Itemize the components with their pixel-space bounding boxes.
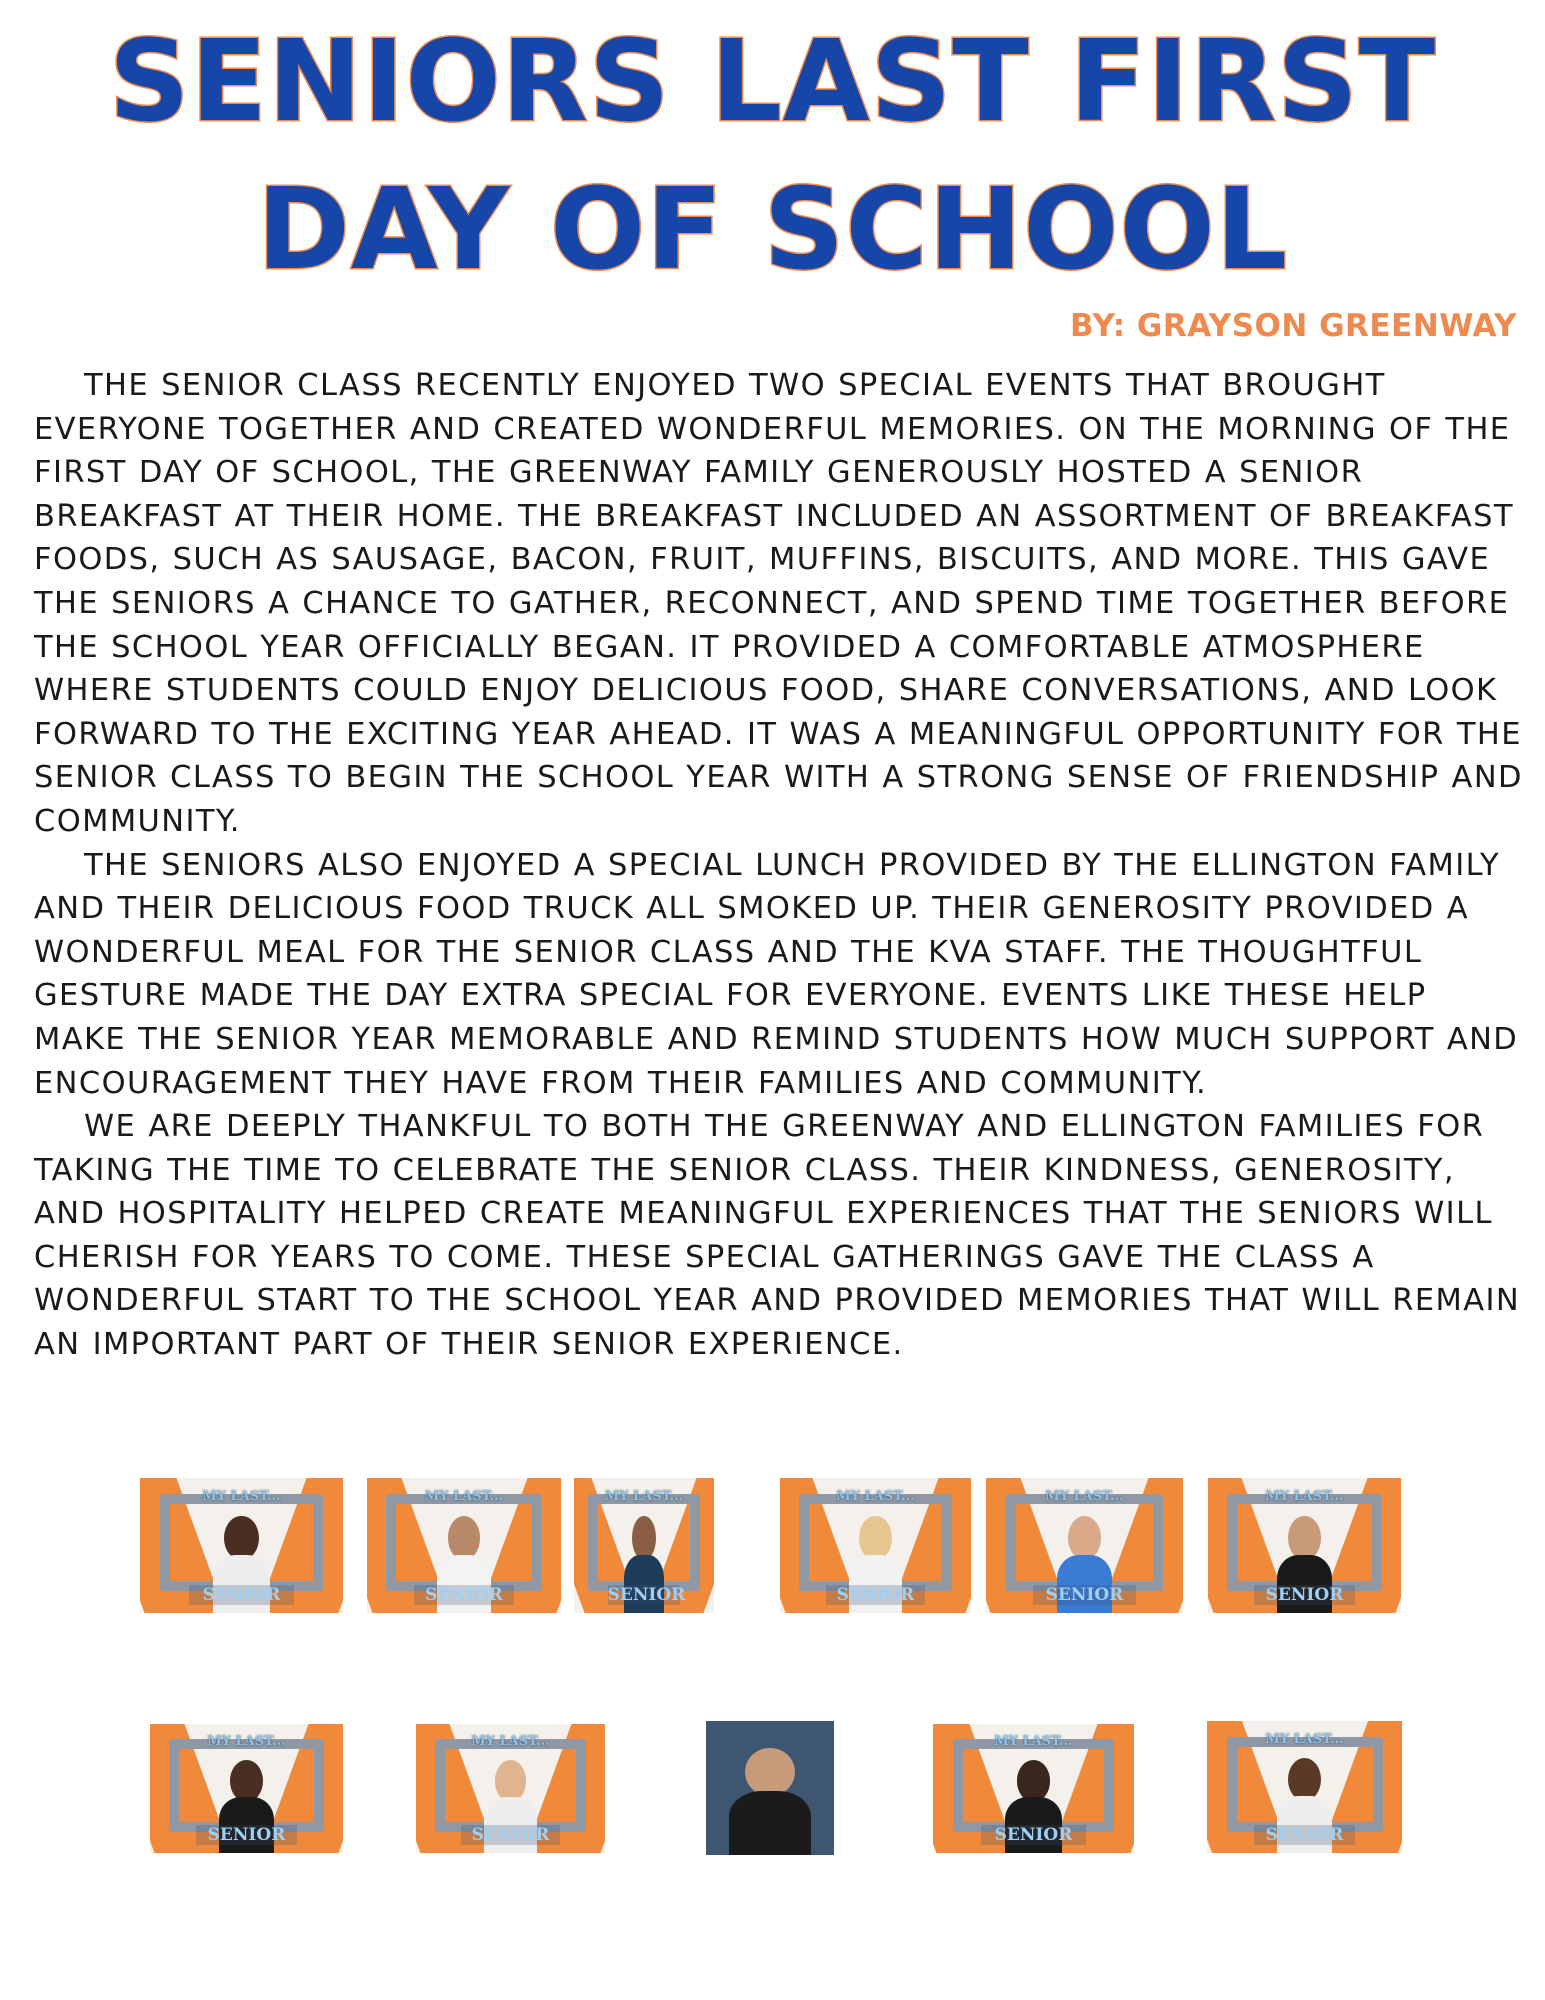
title-line-2: DAY OF SCHOOL <box>256 165 1289 295</box>
article-title <box>0 8 1545 304</box>
senior-photo-7 <box>150 1724 343 1853</box>
byline: BY: GRAYSON GREENWAY <box>1070 308 1517 344</box>
senior-photo-9 <box>933 1724 1134 1853</box>
frame-top-text: MY LAST... <box>202 1488 281 1504</box>
frame-senior-text: SENIOR <box>414 1585 515 1605</box>
senior-photo-1 <box>140 1478 343 1613</box>
frame-top-text: MY LAST... <box>1265 1488 1344 1504</box>
senior-photo-4 <box>780 1478 971 1613</box>
senior-photo-10 <box>1207 1721 1402 1853</box>
frame-senior-text: SENIOR <box>1254 1825 1355 1845</box>
senior-photo-8 <box>416 1724 605 1853</box>
frame-senior-text: SENIOR <box>1254 1585 1354 1605</box>
paragraph-1: THE SENIOR CLASS RECENTLY ENJOYED TWO SPECIAL EVENTS THAT BROUGHT EVERYONE TOGETHER AND CREATED WONDERFUL MEMORIES. ON THE MORNING OF THE FIRST DAY OF SCHOOL, THE GREENWAY FAMILY GENEROUSLY HOSTED A SENIOR BREAKFAST AT THEIR HOME. THE BREAKFAST INCLUDED AN ASSORTMENT OF BREAKFAST FOODS, SUCH AS SAUSAGE, BACON, FRUIT, MUFFINS, BISCUITS, AND MORE. THIS GAVE THE SENIORS A CHANCE TO GATHER, RECONNECT, AND SPEND TIME TOGETHER BEFORE THE SCHOOL YEAR OFFICIALLY BEGAN. IT PROVIDED A COMFORTABLE ATMOSPHERE WHERE STUDENTS COULD ENJOY DELICIOUS FOOD, SHARE CONVERSATIONS, AND LOOK FORWARD TO THE EXCITING YEAR AHEAD. IT WAS A MEANINGFUL OPPORTUNITY FOR THE SENIOR CLASS TO BEGIN THE SCHOOL YEAR WITH A STRONG SENSE OF FRIENDSHIP AND COMMUNITY. <box>34 368 1523 839</box>
senior-photo-5 <box>986 1478 1183 1613</box>
frame-senior-text: SENIOR <box>1033 1585 1135 1605</box>
frame-top-text: MY LAST... <box>604 1488 684 1504</box>
frame-top-text: MY LAST... <box>471 1734 550 1750</box>
frame-top-text: MY LAST... <box>1265 1731 1344 1747</box>
frame-senior-text: SENIOR <box>826 1585 925 1605</box>
frame-senior-text: SENIOR <box>981 1825 1086 1845</box>
frame-top-text: MY LAST... <box>994 1734 1073 1750</box>
frame-top-text: MY LAST... <box>424 1488 504 1504</box>
senior-photo-6 <box>1208 1478 1401 1613</box>
senior-portrait-photo <box>706 1721 834 1855</box>
frame-top-text: MY LAST... <box>836 1488 915 1504</box>
senior-photo-2 <box>367 1478 561 1613</box>
article-body <box>34 364 1524 1367</box>
frame-senior-text: SENIOR <box>189 1585 295 1605</box>
paragraph-3: WE ARE DEEPLY THANKFUL TO BOTH THE GREENWAY AND ELLINGTON FAMILIES FOR TAKING THE TIME TO CELEBRATE THE SENIOR CLASS. THEIR KINDNESS, GENEROSITY, AND HOSPITALITY HELPED CREATE MEANINGFUL EXPERIENCES THAT THE SENIORS WILL CHERISH FOR YEARS TO COME. THESE SPECIAL GATHERINGS GAVE THE CLASS A WONDERFUL START TO THE SCHOOL YEAR AND PROVIDED MEMORIES THAT WILL REMAIN AN IMPORTANT PART OF THEIR SENIOR EXPERIENCE. <box>34 1109 1521 1363</box>
frame-senior-text: SENIOR <box>461 1825 559 1845</box>
title-line-1: SENIORS LAST FIRST <box>108 17 1437 147</box>
frame-senior-text: SENIOR <box>196 1825 296 1845</box>
senior-photo-3 <box>574 1478 714 1613</box>
frame-senior-text: SENIOR <box>607 1584 686 1605</box>
frame-top-text: MY LAST... <box>207 1734 286 1750</box>
frame-top-text: MY LAST... <box>1045 1488 1124 1504</box>
paragraph-2: THE SENIORS ALSO ENJOYED A SPECIAL LUNCH PROVIDED BY THE ELLINGTON FAMILY AND THEIR DELICIOUS FOOD TRUCK ALL SMOKED UP. THEIR GENEROSITY PROVIDED A WONDERFUL MEAL FOR THE SENIOR CLASS AND THE KVA STAFF. THE THOUGHTFUL GESTURE MADE THE DAY EXTRA SPECIAL FOR EVERYONE. EVENTS LIKE THESE HELP MAKE THE SENIOR YEAR MEMORABLE AND REMIND STUDENTS HOW MUCH SUPPORT AND ENCOURAGEMENT THEY HAVE FROM THEIR FAMILIES AND COMMUNITY. <box>34 847 1519 1101</box>
